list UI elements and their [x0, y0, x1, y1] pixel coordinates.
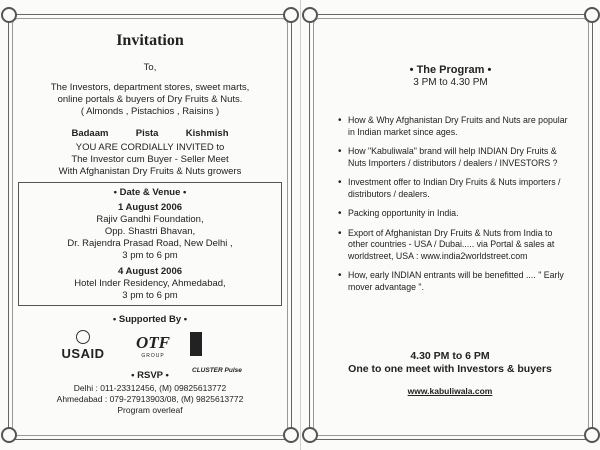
address-line: ( Almonds , Pistachios , Raisins ) [80, 106, 220, 117]
program-point: • Export of Afghanistan Dry Fruits & Nuts from India to other countries - USA / Dubai..... via Portal & sales at worldstreet, USA : www.india2worldstreet.com [338, 228, 570, 263]
usaid-logo-text: USAID [61, 346, 105, 361]
event-line: Rajiv Gandhi Foundation, [96, 214, 204, 225]
event-ahmedabad [0, 266, 300, 302]
cluster-word: CLUSTER [192, 367, 223, 374]
corner-ornament [584, 427, 600, 443]
rsvp-line: Ahmedabad : 079-27913903/08, (M) 9825613772 [56, 394, 244, 404]
invitation-title: Invitation [116, 32, 184, 49]
corner-ornament [283, 427, 299, 443]
date-venue-heading: • Date & Venue • [113, 187, 187, 198]
event-delhi [0, 202, 300, 262]
otf-logo-text: OTF [136, 333, 170, 352]
corner-ornament [283, 7, 299, 23]
addressee-text [0, 82, 300, 118]
corner-ornament [584, 7, 600, 23]
cluster-script-word: Pulse [224, 367, 242, 374]
website-link[interactable] [300, 386, 600, 396]
corner-ornament [302, 427, 318, 443]
program-time: 3 PM to 4.30 PM [413, 77, 488, 88]
meet-text: One to one meet with Investors & buyers [348, 363, 552, 375]
event-line: Opp. Shastri Bhavan, [104, 226, 196, 237]
address-line: The Investors, department stores, sweet marts, [50, 82, 250, 93]
corner-ornament [1, 427, 17, 443]
program-point: • How "Kabuliwala" brand will help INDIAN Dry Fruits & Nuts Importers / distributors / dealers / INVESTORS ? [338, 146, 570, 169]
rsvp-line: Delhi : 011-23312456, (M) 09825613772 [73, 383, 227, 393]
address-line: online portals & buyers of Dry Fruits & Nuts. [57, 94, 243, 105]
rsvp-details [0, 383, 300, 416]
product-kishmish: Kishmish [185, 128, 229, 139]
invite-line: The Investor cum Buyer - Seller Meet [71, 154, 229, 165]
rsvp-line: Program overleaf [117, 405, 183, 415]
program-point: • Packing opportunity in India. [338, 208, 570, 220]
supported-by-heading: • Supported By • [112, 314, 188, 325]
event-date: 1 August 2006 [117, 202, 183, 213]
otf-logo [128, 333, 178, 359]
addressee-to: To, [143, 62, 157, 73]
program-point: • How, early INDIAN entrants will be benefitted .... " Early mover advantage ". [338, 270, 570, 293]
invite-line: YOU ARE CORDIALLY INVITED to [75, 142, 225, 153]
corner-ornament [302, 7, 318, 23]
otf-logo-subtext: GROUP [141, 353, 165, 359]
usaid-logo [58, 330, 108, 361]
usaid-seal-icon [76, 330, 90, 344]
invite-line: With Afghanistan Dry Fruits & Nuts growers [58, 166, 242, 177]
website-link-text[interactable]: www.kabuliwala.com [407, 386, 493, 396]
product-pista: Pista [135, 128, 159, 139]
product-badaam: Badaam [71, 128, 109, 139]
corner-ornament [1, 7, 17, 23]
program-heading: • The Program • [409, 64, 492, 76]
cluster-mark-icon [190, 332, 202, 356]
event-line: Dr. Rajendra Prasad Road, New Delhi , [67, 238, 233, 249]
program-point: • How & Why Afghanistan Dry Fruits and Nuts are popular in Indian market since ages. [338, 115, 570, 138]
event-date: 4 August 2006 [117, 266, 183, 277]
rsvp-heading: • RSVP • [131, 370, 169, 381]
products-row [0, 128, 300, 140]
cluster-logo [190, 332, 250, 374]
event-line: 3 pm to 6 pm [122, 250, 178, 261]
program-points [338, 115, 570, 301]
event-line: Hotel Inder Residency, Ahmedabad, [74, 278, 226, 289]
program-point: • Investment offer to Indian Dry Fruits & Nuts importers / distributors / dealers. [338, 177, 570, 200]
invite-text [0, 142, 300, 178]
event-line: 3 pm to 6 pm [122, 290, 178, 301]
meet-time: 4.30 PM to 6 PM [410, 350, 490, 362]
